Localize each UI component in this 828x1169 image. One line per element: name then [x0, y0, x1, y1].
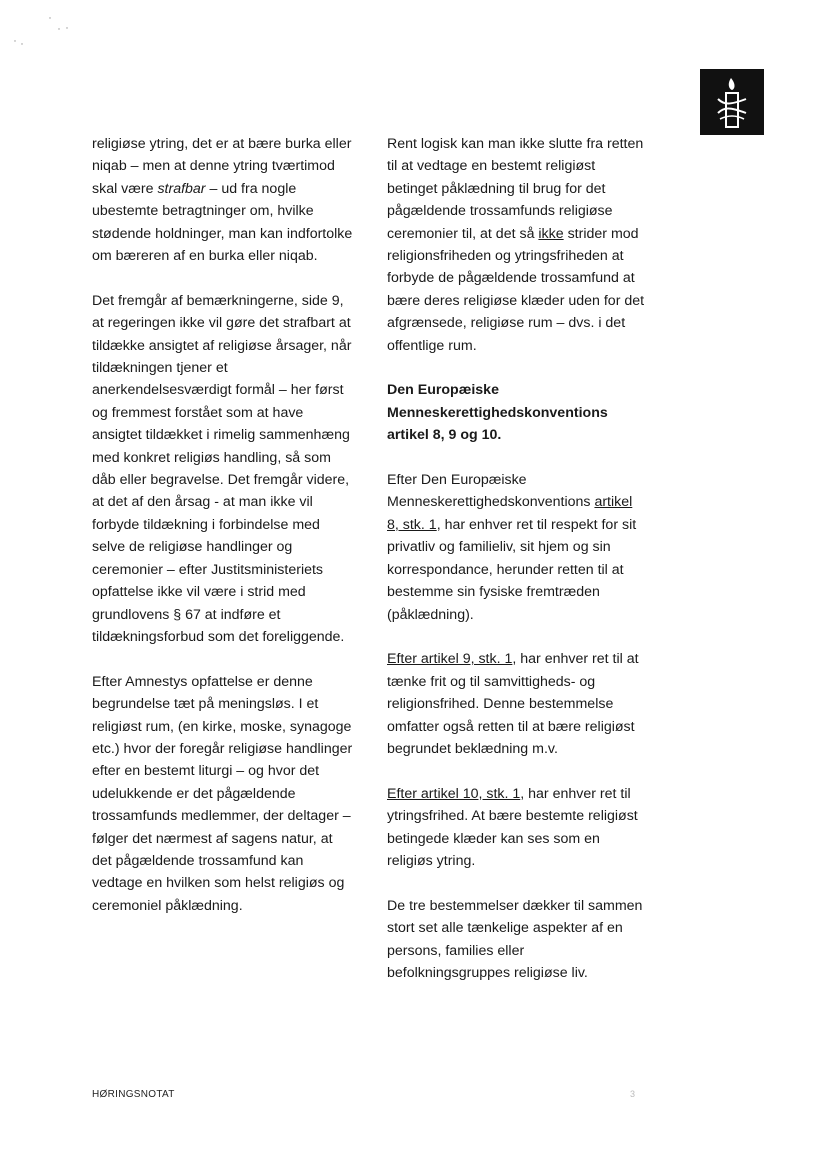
section-heading: Den Europæiske Menneskerettighedskonventions artikel 8, 9 og 10. — [387, 382, 608, 444]
reference-article-10: Efter artikel 10, stk. 1 — [387, 785, 521, 802]
scan-specks — [12, 14, 72, 54]
page-number: 3 — [630, 1089, 636, 1099]
left-column — [92, 133, 354, 940]
right-paragraph-2: Efter Den Europæiske Menneskerettighedskonventions artikel 8, stk. 1, har enhver ret til respekt for sit privatliv og familieliv, sit hjem og sin korrespondance, herunder retten til at bestemme sin fysiske fremtræden (påklædning). — [387, 472, 637, 623]
left-paragraph-1: religiøse ytring, det er at bære burka eller niqab – men at denne ytring tværtimod skal være strafbar – ud fra nogle ubestemte betragtninger om, hvilke stødende holdninger, man kan indfortolke om bæreren af en burka eller niqab. — [92, 136, 353, 265]
right-paragraph-3: Efter artikel 9, stk. 1, har enhver ret til at tænke frit og til samvittigheds- og religionsfrihed. Denne bestemmelse omfatter også retten til at bære religiøst begrundet beklædning m.v. — [387, 651, 639, 757]
underlined-ikke: ikke — [538, 225, 564, 242]
right-column — [387, 133, 647, 1007]
left-paragraph-3: Efter Amnestys opfattelse er denne begrundelse tæt på meningsløs. I et religiøst rum, (en kirke, moske, synagoge etc.) hvor der foregår religiøse handlinger efter en bestemt liturgi – og hvor det udelukkende er det pågældende trossamfunds medlemmer, der deltager – følger det nærmest af sagens natur, at det pågældende trossamfund kan vedtage en hvilken som helst religiøs og ceremoniel påklædning. — [92, 673, 353, 914]
reference-article-9: Efter artikel 9, stk. 1 — [387, 651, 513, 668]
footer-label: HØRINGSNOTAT — [92, 1089, 175, 1100]
emphasis-strafbar: strafbar — [157, 180, 206, 197]
left-paragraph-2: Det fremgår af bemærkningerne, side 9, at regeringen ikke vil gøre det strafbart at tildække ansigtet af religiøse årsager, når tildækningen tjener et anerkendelsesværdigt formål – her først og fremmest forstået som at have ansigtet tildækket i rimelig sammenhæng med konkret religiøs handling, så som dåb eller begravelse. Det fremgår videre, at det af den årsag - at man ikke vil forbyde tildækning i forbindelse med selve de religiøse handlinger og ceremonier – efter Justitsministeriets opfattelse ikke vil være i strid med grundlovens § 67 at indføre et tildækningsforbud som det foreliggende. — [92, 292, 352, 645]
right-paragraph-1: Rent logisk kan man ikke slutte fra retten til at vedtage en bestemt religiøst betinget påklædning til brug for det pågældende trossamfunds religiøse ceremonier til, at det så ikke strider mod religionsfriheden og ytringsfriheden at forbyde de pågældende trossamfund at bære deres religiøse klæder uden for det afgrænsede, religiøse rum – dvs. i det offentlige rum. — [387, 136, 645, 354]
amnesty-candle-icon — [700, 69, 764, 135]
right-paragraph-4: Efter artikel 10, stk. 1, har enhver ret til ytringsfrihed. At bære bestemte religiøst betingede klæder kan ses som en religiøs ytring. — [387, 785, 638, 869]
reference-article-8: artikel 8, stk. 1 — [387, 494, 633, 533]
right-paragraph-5: De tre bestemmelser dækker til sammen stort set alle tænkelige aspekter af en persons, families eller befolkningsgruppes religiøse liv. — [387, 897, 643, 981]
